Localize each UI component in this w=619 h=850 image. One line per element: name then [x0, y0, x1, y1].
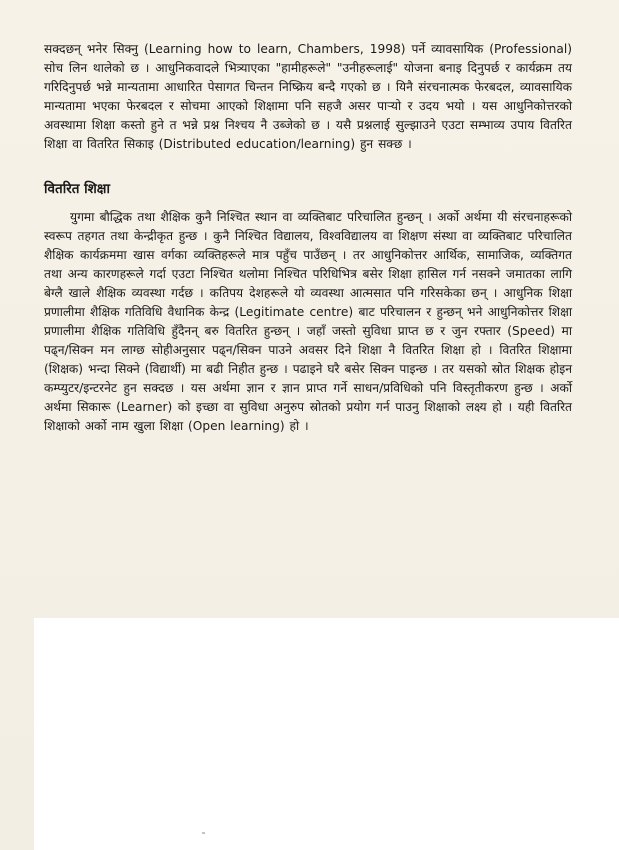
intro-paragraph: सक्दछन् भनेर सिक्नु (Learning how to learn, Chambers, 1998) पर्ने व्यावसायिक (Professional) सोच लिन थालेको छ । आधुनिकवादले भित्र्याएका "हामीहरूले" "उनीहरूलाई" योजना बनाइ दिनुपर्छ र कार्यक्रम तय गरिदिनुपर्छ भन्ने मान्यतामा आधारित पेसागत चिन्तन निष्क्रिय बन्दै गएको छ । यिनै संरचनात्मक फेरबदल, व्यावसायिक मान्यतामा भएका फेरबदल र सोचमा आएको शिक्षामा पनि सहजै असर पाऱ्यो र उदय भयो । यस आधुनिकोत्तरको अवस्थामा शिक्षा कस्तो हुने त भन्ने प्रश्न निश्चय नै उब्जेको छ । यसै प्रश्नलाई सुल्झाउने एउटा सम्भाव्य उपाय वितरित शिक्षा वा वितरित सिकाइ (Distributed education/learning) हुन सक्छ ।: [44, 42, 572, 151]
scan-speck: [202, 832, 205, 834]
blank-area: [34, 618, 619, 850]
section-heading: वितरित शिक्षा: [44, 181, 110, 197]
page-content: [44, 40, 572, 436]
body-paragraph: युगमा बौद्धिक तथा शैक्षिक कुनै निश्चित स्थान वा व्यक्तिबाट परिचालित हुन्छन् । अर्को अर्थमा यी संरचनाहरूको स्वरूप तहगत तथा केन्द्रीकृत हुन्छ । कुनै निश्चित विद्यालय, विश्वविद्यालय वा शिक्षण संस्था वा व्यक्तिबाट परिचालित शैक्षिक कार्यक्रममा खास वर्गका व्यक्तिहरूले मात्र पहुँच पाउँछन् । तर आधुनिकोत्तर आर्थिक, सामाजिक, व्यक्तिगत तथा अन्य कारणहरूले गर्दा एउटा निश्चित थलोमा निश्चित परिधिभित्र बसेर शिक्षा हासिल गर्न नसक्ने जमातका लागि बेग्लै खाले शैक्षिक व्यवस्था गर्दछ । कतिपय देशहरूले यो व्यवस्था आत्मसात पनि गरिसकेका छन् । आधुनिक शिक्षा प्रणालीमा शैक्षिक गतिविधि वैधानिक केन्द्र (Legitimate centre) बाट परिचालन र हुन्छन् भने आधुनिकोत्तर शिक्षा प्रणालीमा शैक्षिक गतिविधि हुँदैनन् बरु वितरित हुन्छन् । जहाँ जस्तो सुविधा प्राप्त छ र जुन रफ्तार (Speed) मा पढ्न/सिक्न मन लाग्छ सोहीअनुसार पढ्न/सिक्न पाउने अवसर दिने शिक्षा नै वितरित शिक्षा हो । वितरित शिक्षामा (शिक्षक) भन्दा सिक्ने (विद्यार्थी) मा बढी निहीत हुन्छ । पढाइने घरै बसेर सिक्न पाइन्छ । तर यसको स्रोत शिक्षक होइन कम्प्युटर/इन्टरनेट हुन सक्दछ । यस अर्थमा ज्ञान र ज्ञान प्राप्त गर्ने साधन/प्रविधिको पनि विस्तृतीकरण हुन्छ । अर्को अर्थमा सिकारू (Learner) को इच्छा वा सुविधा अनुरुप स्रोतको प्रयोग गर्न पाउनु शिक्षाको लक्ष्य हो । यही वितरित शिक्षाको अर्को नाम खुला शिक्षा (Open learning) हो ।: [44, 210, 572, 433]
